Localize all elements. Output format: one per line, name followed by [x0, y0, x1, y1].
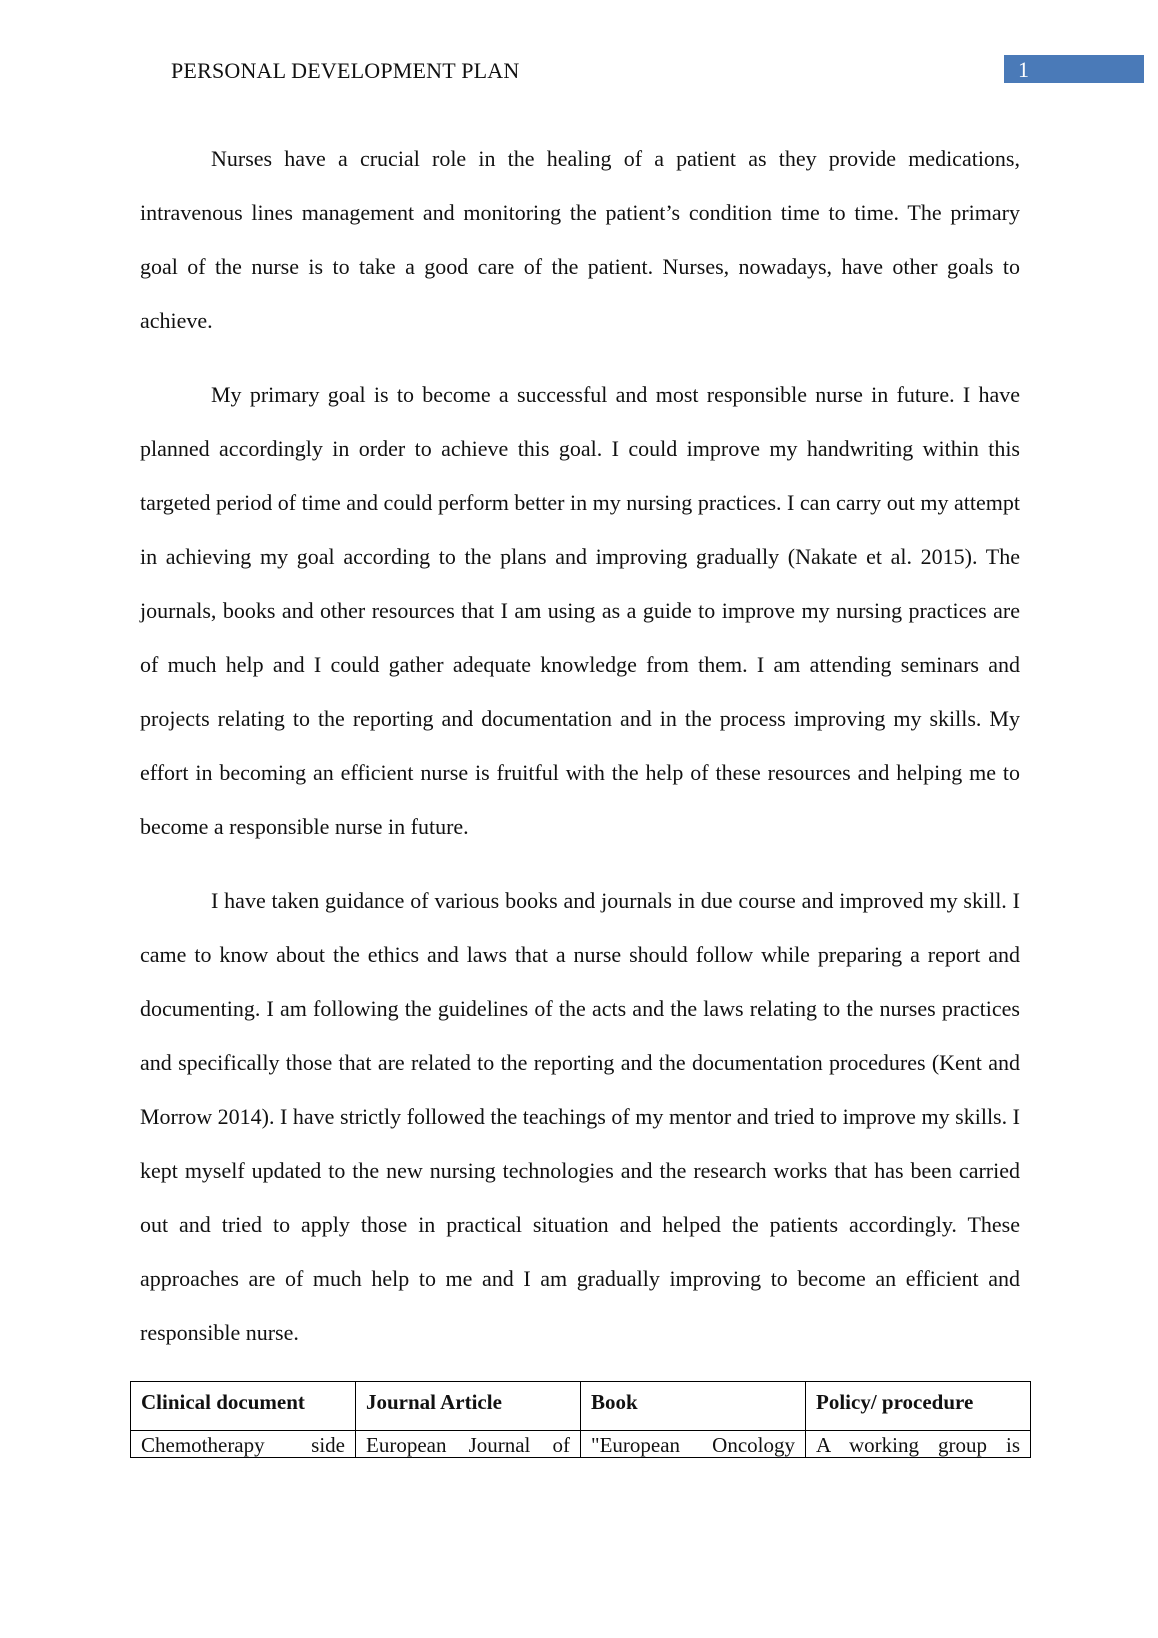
table-header-cell: Policy/ procedure: [806, 1382, 1031, 1431]
table-header-cell: Journal Article: [356, 1382, 581, 1431]
page-number: 1: [1018, 57, 1029, 82]
body-text: [140, 132, 1020, 1380]
table-cell: A working group is: [806, 1431, 1031, 1458]
table-cell: "European Oncology: [581, 1431, 806, 1458]
table-header-cell: Clinical document: [131, 1382, 356, 1431]
table-header-row: [131, 1382, 1031, 1431]
table-cell: Chemotherapy side: [131, 1431, 356, 1458]
resources-table-wrap: [130, 1381, 1031, 1458]
table-cell: European Journal of: [356, 1431, 581, 1458]
paragraph: I have taken guidance of various books and journals in due course and improved my skill. I came to know about the ethics and laws that a nurse should follow while preparing a report and documenting. I am following the guidelines of the acts and the laws relating to the nurses practices and specifically those that are related to the reporting and the documentation procedures (Kent and Morrow 2014). I have strictly followed the teachings of my mentor and tried to improve my skills. I kept myself updated to the new nursing technologies and the research works that has been carried out and tried to apply those in practical situation and helped the patients accordingly. These approaches are of much help to me and I am gradually improving to become an efficient and responsible nurse.: [140, 888, 1020, 1345]
paragraph: My primary goal is to become a successful and most responsible nurse in future. I have planned accordingly in order to achieve this goal. I could improve my handwriting within this targeted period of time and could perform better in my nursing practices. I can carry out my attempt in achieving my goal according to the plans and improving gradually (Nakate et al. 2015). The journals, books and other resources that I am using as a guide to improve my nursing practices are of much help and I could gather adequate knowledge from them. I am attending seminars and projects relating to the reporting and documentation and in the process improving my skills. My effort in becoming an efficient nurse is fruitful with the help of these resources and helping me to become a responsible nurse in future.: [140, 382, 1020, 839]
running-head: PERSONAL DEVELOPMENT PLAN: [171, 58, 520, 83]
page-number-box: [1004, 55, 1144, 83]
table-header-cell: Book: [581, 1382, 806, 1431]
paragraph: Nurses have a crucial role in the healing of a patient as they provide medications, intravenous lines management and monitoring the patient’s condition time to time. The primary goal of the nurse is to take a good care of the patient. Nurses, nowadays, have other goals to achieve.: [140, 146, 1020, 333]
resources-table: [130, 1381, 1031, 1458]
table-row: [131, 1431, 1031, 1458]
